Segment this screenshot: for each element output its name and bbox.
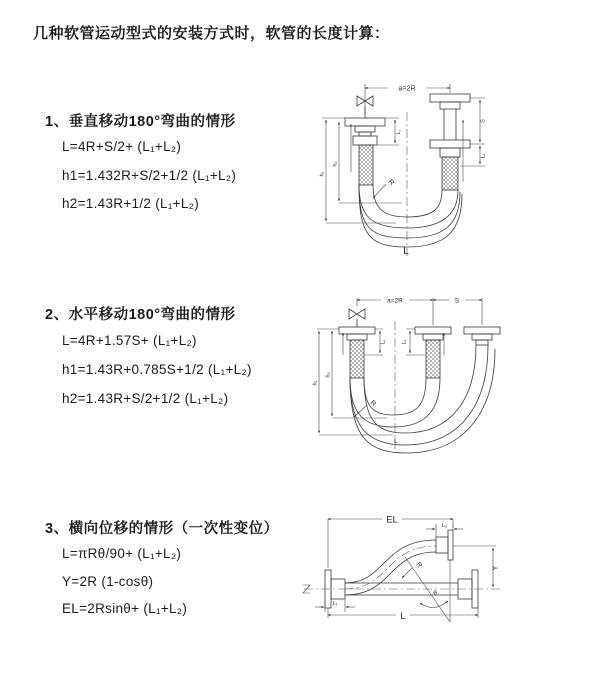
radius-leader (402, 561, 423, 578)
dim-label-s: S (454, 297, 460, 305)
dimension-l1 (315, 600, 355, 612)
diagram-lateral-displacement (298, 500, 600, 655)
hose-u-bend (359, 185, 462, 247)
section-3-formula-EL: EL=2Rsinθ+ (L₁+L₂) (62, 601, 188, 616)
dimension-a-2r (357, 298, 482, 326)
dim-label-h1: h₁ (312, 380, 319, 386)
dim-label-l2: L₂ (480, 153, 487, 159)
dim-label-length: L (403, 246, 409, 257)
dim-label-a2r: a=2R (387, 297, 403, 305)
section-1-formula-h1: h1=1.432R+S/2+1/2 (L₁+L₂) (62, 168, 237, 183)
dimension-l2 (460, 146, 487, 166)
dimension-length (328, 608, 478, 622)
dim-label-l2: L₂ (401, 339, 408, 345)
angle-construction (405, 557, 450, 622)
dimension-s (433, 298, 482, 305)
dim-label-length: L (400, 611, 406, 622)
section-1-formula-h2: h2=1.43R+1/2 (L₁+L₂) (62, 196, 200, 211)
page-title: 几种软管运动型式的安装方式时，软管的长度计算： (33, 25, 390, 42)
dimension-h1 (320, 118, 397, 223)
dimension-y (453, 546, 500, 587)
dim-label-length: L (394, 438, 398, 445)
dimension-l2 (426, 523, 463, 537)
dim-label-h1: h₁ (319, 171, 326, 177)
section-3-formula-L: L=πRθ/90+ (L₁+L₂) (62, 546, 182, 561)
dim-label-l1: L₁ (380, 339, 387, 345)
section-3-heading: 3、横向位移的情形（一次性变位） (45, 521, 279, 537)
right-fitting (464, 327, 500, 345)
dim-label-l1: L₁ (396, 129, 402, 135)
hose-u-bends (350, 345, 495, 453)
dimension-l1 (377, 118, 402, 145)
section-1-heading: 1、垂直移动180°弯曲的情形 (45, 114, 236, 130)
dimension-el (328, 515, 453, 569)
valve-icon (349, 309, 365, 327)
section-2-formula-h2: h2=1.43R+S/2+1/2 (L₁+L₂) (62, 391, 229, 406)
dim-label-l2: L₂ (441, 523, 448, 529)
dimension-a-2r (365, 84, 450, 114)
dim-label-radius: R (368, 399, 378, 408)
dim-label-theta: θ (433, 590, 437, 597)
section-2-heading: 2、水平移动180°弯曲的情形 (45, 307, 236, 323)
dim-label-s: S (480, 119, 487, 123)
middle-fitting (415, 327, 451, 378)
radius-leader (354, 399, 377, 417)
dimension-l2 (402, 329, 427, 355)
dim-label-radius: R (414, 561, 423, 570)
hose-displaced-position (345, 530, 453, 595)
dim-label-l1: L₁ (332, 601, 338, 607)
dim-label-h2: h₂ (325, 372, 332, 378)
dim-label-y: Y (492, 565, 500, 571)
dim-label-a2r: a=2R (398, 85, 416, 93)
dim-label-el: EL (386, 514, 398, 526)
diagram-vertical-180-bend (306, 70, 593, 266)
section-3-formula-Y: Y=2R (1-cosθ) (62, 574, 154, 589)
left-fitting (339, 327, 375, 378)
diagram-horizontal-180-bend (305, 283, 600, 457)
dim-label-radius: R (386, 178, 396, 187)
radius-leader (373, 178, 395, 198)
section-2-formula-L: L=4R+1.57S+ (L₁+L₂) (62, 333, 197, 348)
section-2-formula-h1: h1=1.43R+0.785S+1/2 (L₁+L₂) (62, 362, 252, 377)
dimension-s (470, 98, 487, 144)
dim-label-h2: h₂ (332, 161, 339, 167)
section-1-formula-L: L=4R+S/2+ (L₁+L₂) (62, 139, 182, 154)
right-fitting (430, 94, 470, 190)
